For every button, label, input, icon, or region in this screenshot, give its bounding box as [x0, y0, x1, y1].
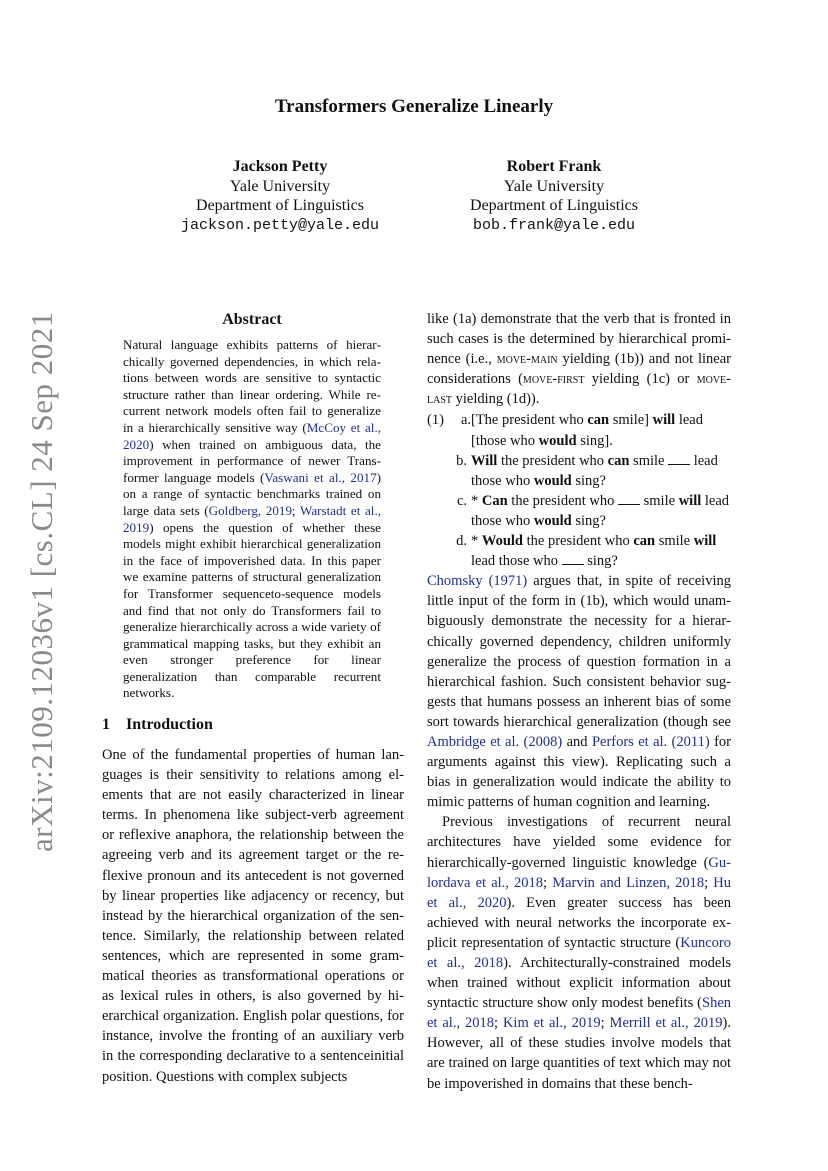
citation-link[interactable]: McCoy et al., 2020 [123, 419, 381, 452]
example-text: * Can the president who smile will lead those who would sing? [471, 492, 730, 529]
author-block [424, 157, 684, 235]
citation-link[interactable]: Warstadt et al., 2019 [123, 502, 381, 535]
example-text: * Would the president who can smile will lead those who sing? [471, 533, 717, 570]
example-label: c. [456, 492, 467, 509]
example-a [427, 410, 731, 450]
example-label: a. [460, 412, 471, 429]
author-affiliation: Yale University [503, 177, 605, 195]
arxiv-side-stamp [14, 311, 64, 860]
citation-link[interactable]: Shen et al., 2018 [427, 995, 731, 1032]
author-department: Department of Linguistics [470, 197, 638, 214]
abstract-text: Natural language exhibits patterns of hierarchically governed dependencies, in which relations between words are sensitive to syntactic structure rather than linear ordering. While recurrent network models often fail to generalize in a hierarchically sensitive way (McCoy et al., 2020) when trained on ambiguous data, the improvement in performance of newer Transformer language models (Vaswani et al., 2017) on a range of syntactic benchmarks trained on large data sets (Goldberg, 2019; Warstadt et al., 2019) opens the question of whether these models might exhibit hierarchical generalization in the face of impoverished data. In this paper we examine patterns of structural generalization for Transformer sequenceto-sequence models and find that not only do Transformers fail to generalize hierarchically across a wide variety of grammatical mapping tasks, but they exhibit an even stronger preference for linear generalization than comparable recurrent networks. [123, 337, 381, 701]
section-title: Introduction [126, 716, 213, 733]
intro-paragraph: One of the fundamental properties of human languages is their sensitivity to relations among elements that are not easily characterized in linear terms. In phenomena like subject-verb agreement or reflexive anaphora, the relationship between the agreeing verb and its agreement target or the reflexive pronoun and its antecedent is not governed by linear properties like adjacency or recency, but instead by the hierarchical organization of the sentence. Similarly, the relationship between related sentences, which are represented in some grammatical theories as transformational operations or as lexical rules in others, is also governed by hierarchical organization. English polar questions, for instance, involve the fronting of an auxiliary verb in the corresponding declarative to a sentenceinitial position. Questions with complex subjects [102, 747, 404, 1085]
gap-blank [562, 552, 584, 565]
citation-link[interactable]: Goldberg, 2019 [208, 502, 292, 518]
gap-blank [618, 492, 640, 505]
paragraph: like (1a) demonstrate that the verb that is fronted in such cases is the determined by hierarchical prominence (i.e., move-main yielding (1b)) and not linear considerations (move-first yielding (1c) or move-last yielding (1d)). [427, 311, 731, 408]
paper-title: Transformers Generalize Linearly [274, 96, 554, 117]
example-label: d. [456, 533, 467, 550]
intro-left-column [102, 745, 404, 1087]
linguistic-examples [427, 410, 731, 571]
gap-blank [668, 452, 690, 465]
example-text: Will the president who can smile lead those who would sing? [471, 452, 718, 489]
arxiv-identifier: arXiv:2109.12036v1 [cs.CL] 24 Sep 2021 [24, 311, 59, 852]
author-email: jackson.petty@yale.edu [180, 216, 380, 234]
section-heading [102, 716, 213, 734]
citation-link[interactable]: Gulordava et al., 2018 [427, 854, 731, 891]
citation-link[interactable]: Chomsky (1971) [427, 573, 528, 590]
abstract-heading: Abstract [222, 311, 282, 328]
example-number: (1) [427, 412, 444, 429]
author-name: Robert Frank [506, 158, 602, 175]
example-label: b. [456, 452, 467, 469]
author-name: Jackson Petty [232, 158, 328, 175]
abstract [123, 311, 381, 702]
author-affiliation: Yale University [229, 177, 331, 195]
paragraph: Previous investigations of recurrent neural architectures have yielded some evidence for hierarchically-governed linguistic knowledge (Gulordava et al., 2018; Marvin and Linzen, 2018; Hu et al., 2020). Even greater success has been achieved with neural networks the incorporate explicit representation of syntactic structure (Kuncoro et al., 2018). Architecturally-constrained models when trained without explicit information about syntactic structure show only modest benefits (Shen et al., 2018; Kim et al., 2019; Merrill et al., 2019). However, all of these studies involve models that are trained on large quantities of text which may not be impoverished in domains that these bench- [427, 814, 731, 1092]
paragraph: Chomsky (1971) argues that, in spite of receiving little input of the form in (1b), which would unambiguously demonstrate the necessity for a hierarchically governed dependency, children uniformly generalize the process of question formation in a hierarchical fashion. Such consistent behavior suggests that humans possess an inherent bias of some sort towards hierarchical generalization (though see Ambridge et al. (2008) and Perfors et al. (2011) for arguments against this view). Replicating such a bias in generalization would indicate the ability to mimic patterns of human cognition and learning. [427, 573, 731, 811]
citation-link[interactable]: Vaswani et al., 2017 [264, 469, 377, 485]
citation-link[interactable]: Marvin and Linzen, 2018 [552, 874, 705, 891]
author-block [150, 157, 410, 235]
citation-link[interactable]: Kuncoro et al., 2018 [427, 934, 731, 971]
citation-link[interactable]: Merrill et al., 2019 [609, 1015, 723, 1032]
citation-link[interactable]: Ambridge et al. (2008) [427, 733, 563, 750]
citation-link[interactable]: Perfors et al. (2011) [591, 733, 710, 750]
citation-link[interactable]: Kim et al., 2019 [502, 1015, 601, 1032]
example-c [427, 491, 731, 531]
example-b [427, 451, 731, 491]
section-number: 1 [102, 716, 110, 733]
author-department: Department of Linguistics [196, 197, 364, 214]
example-text: [The president who can smile] will lead [those who would sing]. [471, 412, 703, 449]
example-d [427, 531, 731, 571]
right-column [427, 309, 731, 1094]
citation-link[interactable]: Hu et al., 2020 [427, 874, 731, 911]
author-email: bob.frank@yale.edu [472, 216, 636, 234]
